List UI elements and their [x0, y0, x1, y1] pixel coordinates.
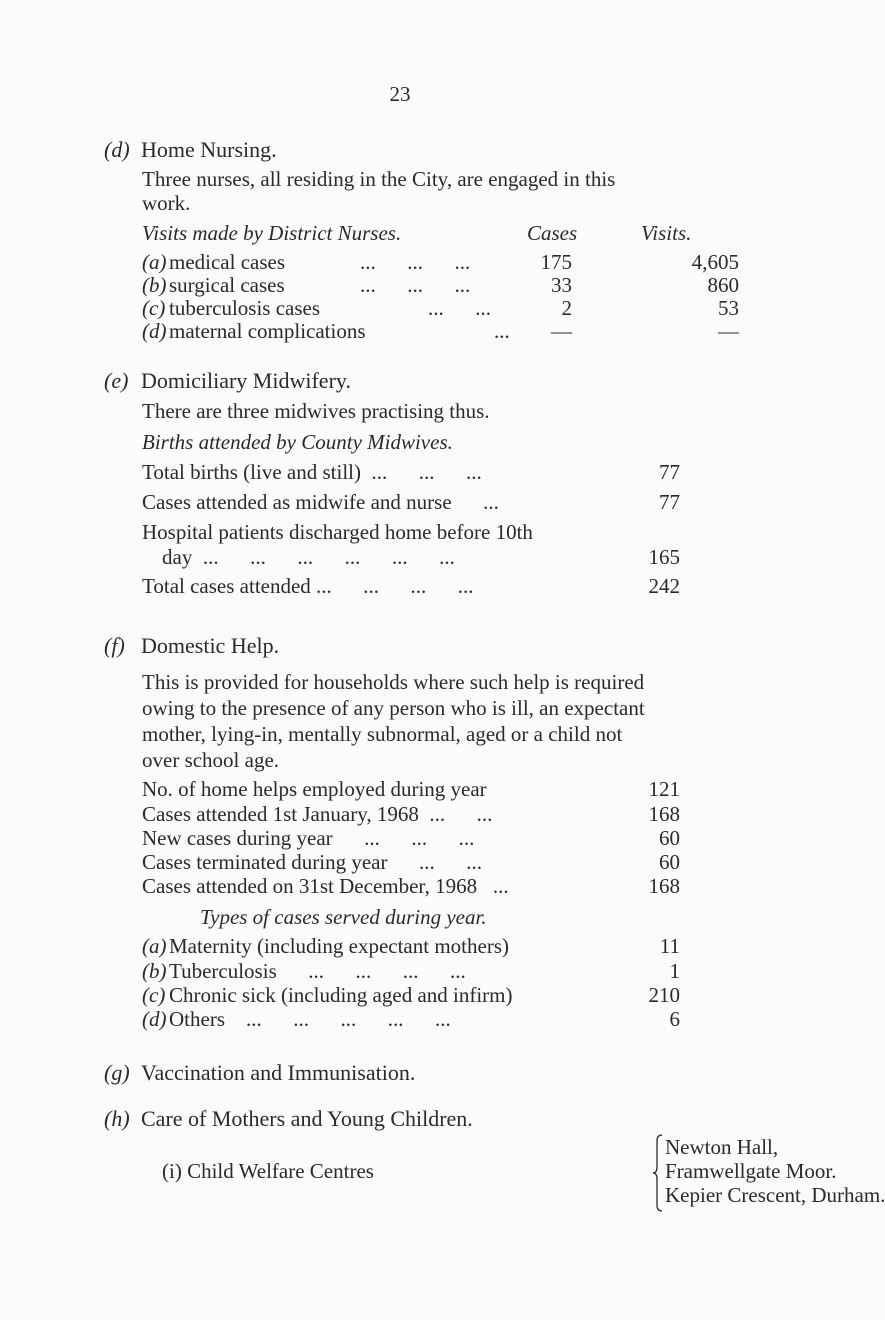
row-text: tuberculosis cases	[169, 296, 321, 320]
section-f-title: Domestic Help.	[141, 633, 280, 658]
section-f-label: (f)	[104, 633, 125, 658]
cases-value: —	[551, 319, 572, 343]
row-text: Hospital patients discharged home before 10th	[142, 520, 533, 544]
row-value: 77	[659, 490, 680, 514]
centre-name: Framwellgate Moor.	[665, 1159, 837, 1183]
row-value: 1	[669, 959, 680, 983]
row-value: 11	[659, 934, 680, 958]
centre-name: Newton Hall,	[665, 1135, 779, 1159]
cases-value: 2	[561, 296, 572, 320]
domestic-help-para-line: mother, lying-in, mentally subnormal, aged or a child not	[142, 722, 623, 746]
row-label: (a)	[142, 934, 167, 958]
section-e-intro: There are three midwives practising thus.	[142, 399, 490, 423]
row-label: (d)	[142, 319, 167, 343]
visits-column-header: Visits.	[641, 221, 692, 245]
row-text: Cases terminated during year ... ...	[142, 850, 482, 874]
row-text: Cases attended on 31st December, 1968 ...	[142, 874, 509, 898]
section-d-intro-line2: work.	[142, 191, 191, 215]
section-g-label: (g)	[104, 1060, 130, 1085]
row-value: 165	[648, 545, 680, 569]
row-value: 77	[659, 460, 680, 484]
row-text: Chronic sick (including aged and infirm)	[169, 983, 513, 1007]
row-label: (d)	[142, 1007, 167, 1031]
row-text: day ... ... ... ... ... ...	[162, 545, 455, 569]
visits-value: 860	[707, 273, 739, 297]
section-e-title: Domiciliary Midwifery.	[141, 368, 351, 393]
domestic-help-para-line: over school age.	[142, 748, 280, 772]
row-text: Cases attended as midwife and nurse ...	[142, 490, 499, 514]
row-label: (a)	[142, 250, 167, 274]
cases-value: 175	[540, 250, 572, 274]
brace-icon	[653, 1133, 663, 1213]
types-heading: Types of cases served during year.	[200, 905, 487, 929]
section-d-intro-line1: Three nurses, all residing in the City, are engaged in this	[142, 167, 616, 191]
row-text: maternal complications	[169, 319, 366, 343]
row-text: Total births (live and still) ... ... ...	[142, 460, 482, 484]
row-value: 121	[648, 777, 680, 801]
section-d-title: Home Nursing.	[141, 137, 277, 162]
row-label: (b)	[142, 273, 167, 297]
row-value: 210	[648, 983, 680, 1007]
domestic-help-para-line: This is provided for households where such help is required	[142, 670, 645, 694]
row-text: Others ... ... ... ... ...	[169, 1007, 451, 1031]
section-h-label: (h)	[104, 1106, 130, 1131]
section-d-label: (d)	[104, 137, 130, 162]
cases-value: 33	[551, 273, 572, 297]
domestic-help-para-line: owing to the presence of any person who is ill, an expectant	[142, 696, 645, 720]
row-value: 60	[659, 826, 680, 850]
row-leader: ... ... ...	[360, 273, 471, 297]
row-value: 6	[669, 1007, 680, 1031]
section-g-title: Vaccination and Immunisation.	[141, 1060, 416, 1085]
section-h-title: Care of Mothers and Young Children.	[141, 1106, 473, 1131]
row-leader: ... ... ...	[360, 250, 471, 274]
row-value: 242	[648, 574, 680, 598]
page-number: 23	[389, 82, 411, 106]
row-text: Cases attended 1st January, 1968 ... ...	[142, 802, 493, 826]
cases-column-header: Cases	[527, 221, 578, 245]
row-leader: ...	[494, 319, 510, 343]
row-value: 60	[659, 850, 680, 874]
row-value: 168	[648, 874, 680, 898]
nurse-visits-heading: Visits made by District Nurses.	[142, 221, 402, 245]
row-label: (b)	[142, 959, 167, 983]
row-text: New cases during year ... ... ...	[142, 826, 475, 850]
section-e-label: (e)	[104, 368, 129, 393]
row-value: 168	[648, 802, 680, 826]
visits-value: 53	[718, 296, 739, 320]
row-label: (c)	[142, 983, 166, 1007]
row-text: medical cases	[169, 250, 286, 274]
row-text: surgical cases	[169, 273, 285, 297]
row-leader: ... ...	[428, 296, 491, 320]
midwives-subheading: Births attended by County Midwives.	[142, 430, 453, 454]
row-text: No. of home helps employed during year	[142, 777, 487, 801]
visits-value: —	[718, 319, 739, 343]
row-text: Maternity (including expectant mothers)	[169, 934, 509, 958]
row-text: Total cases attended ... ... ... ...	[142, 574, 474, 598]
child-welfare-label: (i) Child Welfare Centres	[162, 1159, 374, 1183]
row-text: Tuberculosis ... ... ... ...	[169, 959, 466, 983]
row-label: (c)	[142, 296, 166, 320]
centre-name: Kepier Crescent, Durham.	[665, 1183, 885, 1207]
visits-value: 4,605	[691, 250, 739, 274]
